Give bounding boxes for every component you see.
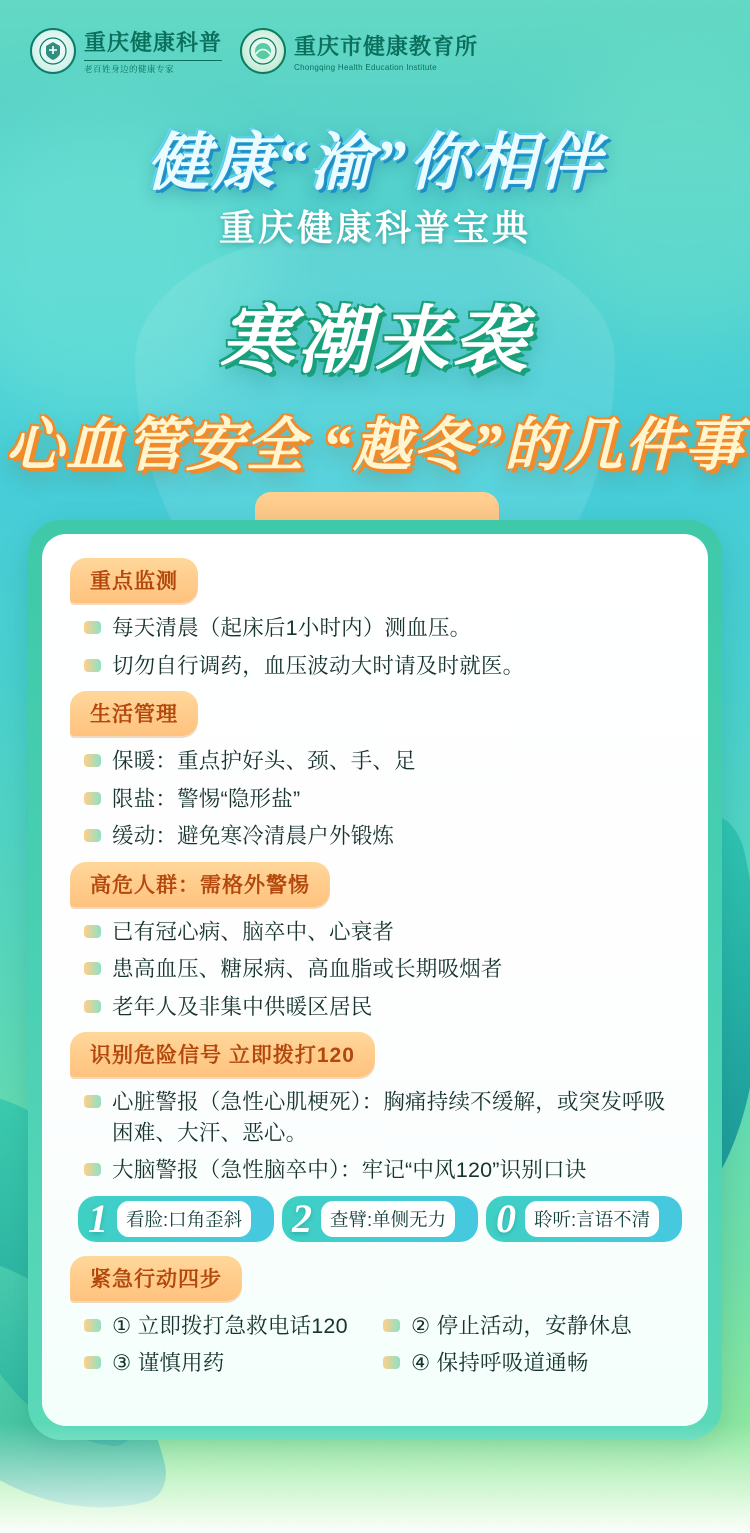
- stroke-step-2: [282, 1196, 478, 1242]
- list-item: [84, 746, 682, 777]
- list-item-text: 每天清晨（起床后1小时内）测血压。: [112, 616, 472, 640]
- bullet-dot-icon: [84, 1000, 101, 1013]
- page-title: 寒潮来袭: [219, 301, 531, 383]
- logo-health-subtitle: 老百姓身边的健康专家: [84, 60, 222, 75]
- stroke-step-text: 查臂:单侧无力: [321, 1201, 455, 1237]
- list-item-text: 心脏警报（急性心肌梗死）：胸痛持续不缓解，或突发呼吸困难、大汗、恶心。: [112, 1090, 666, 1145]
- bullet-dot-icon: [84, 621, 101, 634]
- list-item: [383, 1311, 682, 1342]
- page-subtitle: 心血管安全 “越冬”的几件事: [5, 413, 745, 478]
- section-heading-lifestyle: 生活管理: [70, 691, 198, 736]
- section-list-emergency: [84, 1311, 682, 1386]
- bullet-dot-icon: [84, 962, 101, 975]
- institute-emblem-icon: [240, 28, 286, 74]
- list-item: [383, 1348, 682, 1379]
- section-list-lifestyle: [84, 746, 682, 852]
- bullet-dot-icon: [84, 1356, 101, 1369]
- content-card: [42, 534, 708, 1426]
- section-heading-danger-signals: 识别危险信号 立即拨打120: [70, 1032, 375, 1077]
- bullet-dot-icon: [84, 1095, 101, 1108]
- logo-health-education-institute: [240, 28, 478, 74]
- section-lifestyle: [68, 691, 682, 852]
- list-item: [84, 613, 682, 644]
- list-item: [84, 954, 682, 985]
- section-list-high-risk: [84, 917, 682, 1023]
- section-high-risk: [68, 862, 682, 1023]
- bullet-dot-icon: [84, 1319, 101, 1332]
- list-item-text: ④ 保持呼吸道通畅: [411, 1351, 589, 1376]
- content-card-shell: [28, 520, 722, 1440]
- bullet-dot-icon: [84, 1163, 101, 1176]
- logo-bar: [30, 26, 478, 75]
- list-item: [84, 1348, 383, 1379]
- bullet-dot-icon: [84, 659, 101, 672]
- bullet-dot-icon: [383, 1356, 400, 1369]
- list-item-text: 保暖：重点护好头、颈、手、足: [112, 749, 416, 774]
- section-monitoring: [68, 556, 682, 681]
- list-item-text: 大脑警报（急性脑卒中）：牢记“中风120”识别口诀: [112, 1158, 587, 1183]
- list-item: [84, 784, 682, 815]
- bullet-dot-icon: [84, 754, 101, 767]
- bullet-dot-icon: [84, 829, 101, 842]
- list-item: [84, 1155, 682, 1186]
- section-emergency-steps: [68, 1256, 682, 1386]
- logo-health-title: 重庆健康科普: [84, 30, 223, 55]
- list-item-text: 切勿自行调药，血压波动大时请及时就医。: [112, 653, 525, 678]
- section-list-monitoring: [84, 613, 682, 681]
- stroke-step-3: [486, 1196, 682, 1242]
- bullet-dot-icon: [84, 792, 101, 805]
- list-item-text: 患高血压、糖尿病、高血脂或长期吸烟者: [112, 957, 503, 982]
- stroke-120-strip: [78, 1196, 682, 1242]
- list-item-text: 限盐：警惕“隐形盐”: [112, 786, 301, 811]
- bullet-dot-icon: [383, 1319, 400, 1332]
- stroke-step-text: 看脸:口角歪斜: [117, 1201, 251, 1237]
- list-item: [84, 992, 682, 1023]
- section-danger-signals: [68, 1032, 682, 1186]
- list-item-text: 缓动：避免寒冷清晨户外锻炼: [112, 824, 395, 849]
- stroke-step-1: [78, 1196, 274, 1242]
- section-heading-high-risk: 高危人群：需格外警惕: [70, 862, 330, 907]
- bullet-dot-icon: [84, 925, 101, 938]
- list-item: [84, 821, 682, 852]
- brand-subtitle: 重庆健康科普宝典: [218, 208, 531, 248]
- section-heading-emergency: 紧急行动四步: [70, 1256, 242, 1301]
- list-item-text: 老年人及非集中供暖区居民: [112, 994, 373, 1019]
- stroke-step-number: 2: [292, 1195, 312, 1241]
- list-item-text: ② 停止活动，安静休息: [411, 1313, 632, 1338]
- logo-health-popular-science: [30, 26, 222, 75]
- list-item-text: ① 立即拨打急救电话120: [112, 1313, 348, 1338]
- stroke-step-number: 1: [88, 1195, 108, 1241]
- list-item: [84, 1311, 383, 1342]
- logo-institute-subtitle: Chongqing Health Education Institute: [294, 62, 437, 72]
- logo-institute-title: 重庆市健康教育所: [294, 33, 479, 59]
- stroke-step-number: 0: [496, 1195, 516, 1241]
- brand-title: 健康“渝”你相伴: [146, 128, 604, 198]
- stroke-step-text: 聆听:言语不清: [525, 1201, 659, 1237]
- section-list-danger-signals: [84, 1087, 682, 1186]
- list-item-text: 已有冠心病、脑卒中、心衰者: [112, 919, 395, 944]
- section-heading-monitoring: 重点监测: [70, 558, 198, 603]
- list-item-text: ③ 谨慎用药: [112, 1351, 225, 1376]
- list-item: [84, 651, 682, 682]
- list-item: [84, 917, 682, 948]
- health-emblem-icon: [30, 28, 76, 74]
- list-item: [84, 1087, 682, 1148]
